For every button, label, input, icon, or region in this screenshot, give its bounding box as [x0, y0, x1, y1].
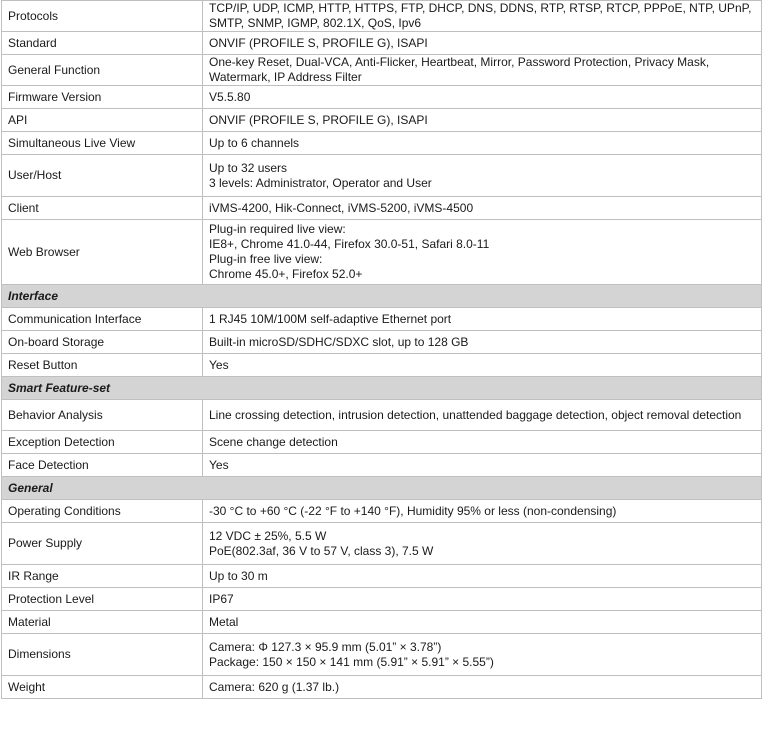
- spec-value: [203, 331, 762, 354]
- spec-row: [2, 32, 762, 55]
- spec-label: Standard: [2, 32, 203, 55]
- spec-value-line: Yes: [209, 357, 229, 372]
- spec-value: [203, 354, 762, 377]
- spec-value-line: 3 levels: Administrator, Operator and User: [209, 175, 432, 190]
- section-header: [2, 285, 762, 308]
- section-header: [2, 477, 762, 500]
- spec-value-line: Package: 150 × 150 × 141 mm (5.91” × 5.91” × 5.55”): [209, 654, 494, 669]
- spec-row: [2, 132, 762, 155]
- spec-row: [2, 523, 762, 565]
- spec-row: [2, 565, 762, 588]
- spec-value-line: IP67: [209, 591, 234, 606]
- spec-value-line: Yes: [209, 457, 229, 472]
- spec-label: Behavior Analysis: [2, 400, 203, 431]
- spec-row: [2, 220, 762, 285]
- spec-row: [2, 354, 762, 377]
- spec-label: User/Host: [2, 155, 203, 197]
- spec-value: [203, 1, 762, 32]
- spec-value-line: V5.5.80: [209, 89, 251, 104]
- spec-row: [2, 611, 762, 634]
- spec-table: [1, 0, 762, 699]
- spec-value: [203, 634, 762, 676]
- spec-row: [2, 588, 762, 611]
- spec-label: Dimensions: [2, 634, 203, 676]
- spec-label: Firmware Version: [2, 86, 203, 109]
- spec-row: [2, 431, 762, 454]
- spec-value: [203, 676, 762, 699]
- spec-value-line: Up to 30 m: [209, 568, 268, 583]
- spec-value-line: IE8+, Chrome 41.0-44, Firefox 30.0-51, Safari 8.0-11: [209, 237, 490, 251]
- spec-label: Reset Button: [2, 354, 203, 377]
- spec-row: [2, 634, 762, 676]
- spec-label: Simultaneous Live View: [2, 132, 203, 155]
- spec-label: Material: [2, 611, 203, 634]
- spec-label: Weight: [2, 676, 203, 699]
- spec-value-line: Plug-in free live view:: [209, 252, 323, 266]
- spec-row: [2, 676, 762, 699]
- spec-value: [203, 86, 762, 109]
- spec-label: On-board Storage: [2, 331, 203, 354]
- spec-row: [2, 454, 762, 477]
- spec-value-line: Built-in microSD/SDHC/SDXC slot, up to 128 GB: [209, 334, 469, 349]
- spec-label: Client: [2, 197, 203, 220]
- spec-value-line: 1 RJ45 10M/100M self-adaptive Ethernet port: [209, 311, 452, 326]
- spec-value-line: ONVIF (PROFILE S, PROFILE G), ISAPI: [209, 35, 428, 50]
- spec-value: [203, 565, 762, 588]
- section-title: Interface: [2, 285, 762, 308]
- spec-value-line: PoE(802.3af, 36 V to 57 V, class 3), 7.5 W: [209, 543, 434, 558]
- spec-value: [203, 611, 762, 634]
- spec-value-line: Camera: Φ 127.3 × 95.9 mm (5.01” × 3.78”): [209, 639, 442, 654]
- section-title: Smart Feature-set: [2, 377, 762, 400]
- spec-label: Power Supply: [2, 523, 203, 565]
- spec-label: API: [2, 109, 203, 132]
- spec-value-line: Plug-in required live view:: [209, 222, 346, 236]
- spec-label: Face Detection: [2, 454, 203, 477]
- spec-row: [2, 86, 762, 109]
- spec-value: [203, 400, 762, 431]
- spec-label: General Function: [2, 55, 203, 86]
- spec-label: IR Range: [2, 565, 203, 588]
- spec-value-line: iVMS-4200, Hik-Connect, iVMS-5200, iVMS-4500: [209, 200, 474, 215]
- spec-value: [203, 132, 762, 155]
- spec-value: [203, 431, 762, 454]
- spec-value-line: Chrome 45.0+, Firefox 52.0+: [209, 267, 363, 281]
- spec-value-line: Up to 32 users: [209, 160, 288, 175]
- spec-value-line: ONVIF (PROFILE S, PROFILE G), ISAPI: [209, 112, 428, 127]
- spec-row: [2, 109, 762, 132]
- spec-row: [2, 331, 762, 354]
- spec-value-line: Camera: 620 g (1.37 lb.): [209, 679, 340, 694]
- spec-value: [203, 197, 762, 220]
- spec-value-line: TCP/IP, UDP, ICMP, HTTP, HTTPS, FTP, DHCP, DNS, DDNS, RTP, RTSP, RTCP, PPPoE, NTP, UPnP, SMTP, SNMP, IGMP, 802.1X, QoS, Ipv6: [209, 1, 752, 30]
- spec-label: Web Browser: [2, 220, 203, 285]
- spec-value: [203, 220, 762, 285]
- spec-value: [203, 308, 762, 331]
- spec-row: [2, 400, 762, 431]
- spec-value-line: Scene change detection: [209, 434, 338, 449]
- spec-value: [203, 32, 762, 55]
- spec-label: Protection Level: [2, 588, 203, 611]
- spec-row: [2, 308, 762, 331]
- spec-row: [2, 197, 762, 220]
- spec-label: Operating Conditions: [2, 500, 203, 523]
- spec-value: [203, 109, 762, 132]
- spec-row: [2, 1, 762, 32]
- spec-value-line: Line crossing detection, intrusion detection, unattended baggage detection, object removal detection: [209, 407, 742, 422]
- spec-table-body: [2, 1, 762, 699]
- spec-value-line: 12 VDC ± 25%, 5.5 W: [209, 528, 327, 543]
- spec-value-line: Up to 6 channels: [209, 135, 300, 150]
- spec-value: [203, 155, 762, 197]
- spec-value-line: One-key Reset, Dual-VCA, Anti-Flicker, Heartbeat, Mirror, Password Protection, Privacy Mask, Watermark, IP Address Filter: [209, 55, 710, 84]
- spec-value-line: Metal: [209, 614, 239, 629]
- section-header: [2, 377, 762, 400]
- spec-label: Exception Detection: [2, 431, 203, 454]
- spec-value: [203, 454, 762, 477]
- spec-value: [203, 55, 762, 86]
- spec-row: [2, 500, 762, 523]
- spec-value: [203, 588, 762, 611]
- spec-label: Protocols: [2, 1, 203, 32]
- spec-value: [203, 523, 762, 565]
- spec-value-line: -30 °C to +60 °C (-22 °F to +140 °F), Humidity 95% or less (non-condensing): [209, 503, 617, 518]
- spec-value: [203, 500, 762, 523]
- spec-row: [2, 155, 762, 197]
- section-title: General: [2, 477, 762, 500]
- spec-row: [2, 55, 762, 86]
- spec-label: Communication Interface: [2, 308, 203, 331]
